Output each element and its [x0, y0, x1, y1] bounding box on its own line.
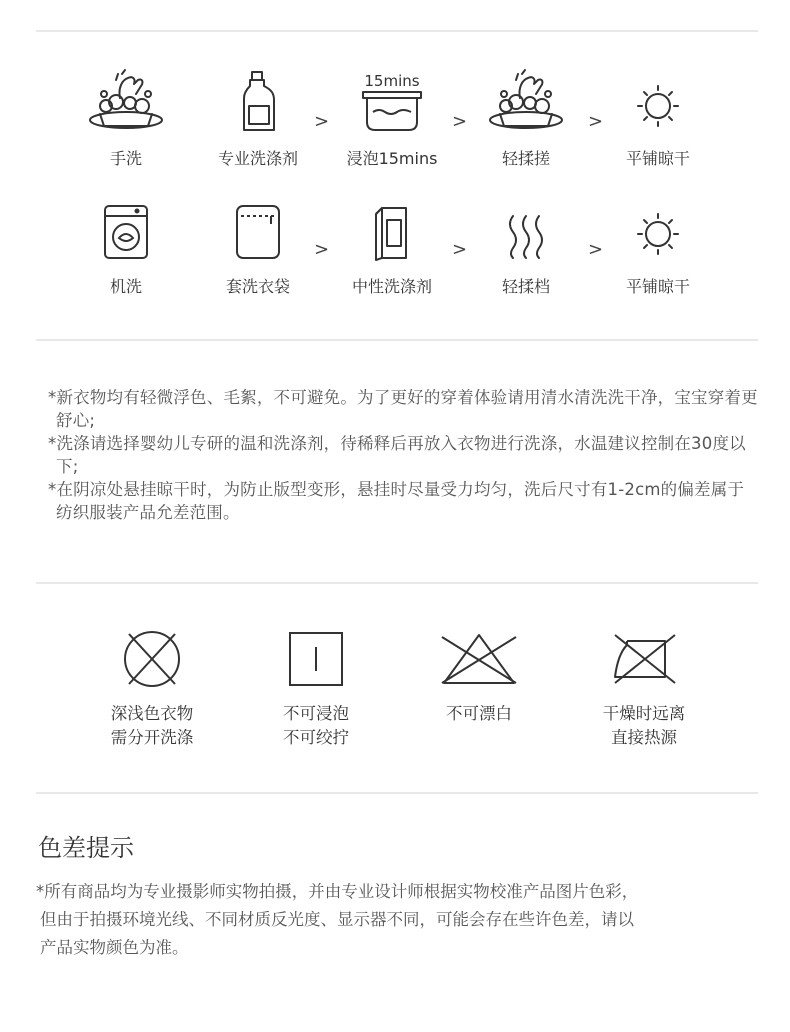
step-label: 平铺晾干 — [625, 277, 690, 296]
symbol-label-line: 需分开洗涤 — [110, 728, 194, 747]
step-label: 中性洗涤剂 — [351, 277, 432, 296]
step-arrow: > — [452, 239, 468, 260]
step-rub — [466, 66, 586, 169]
symbol-label-line: 不可浸泡 — [283, 704, 349, 723]
soak-container-icon — [332, 66, 452, 134]
symbol-label — [404, 702, 554, 726]
step-soak — [332, 66, 452, 169]
neutral-detergent-icon — [332, 194, 452, 262]
step-neutral-detergent — [332, 194, 452, 297]
step-arrow: > — [314, 111, 330, 132]
color-tip-line: 产品实物颜色为准。 — [40, 938, 189, 957]
step-label: 轻揉搓 — [501, 149, 550, 168]
symbol-no-bleach — [404, 628, 554, 726]
step-gentle-cycle — [466, 194, 586, 297]
laundry-bag-icon — [198, 194, 318, 262]
step-label: 手洗 — [109, 149, 142, 168]
symbol-no-mixed-wash — [77, 628, 227, 750]
care-notes — [48, 386, 758, 524]
no-mixed-wash-icon — [77, 628, 227, 690]
care-note: *新衣物均有轻微浮色、毛絮，不可避免。为了更好的穿着体验请用清水清洗洗干净，宝宝穿着更舒心; — [48, 388, 758, 430]
symbol-no-soak-wring — [241, 628, 391, 750]
color-tip-text — [36, 878, 756, 962]
symbol-label — [241, 702, 391, 750]
step-machine-wash — [66, 194, 186, 297]
notes-divider — [36, 582, 758, 584]
symbol-label-line: 不可漂白 — [446, 704, 512, 723]
care-note: *在阴凉处悬挂晾干时，为防止版型变形，悬挂时尽量受力均匀，洗后尺寸有1-2cm的偏差属于纺织服装产品允差范围。 — [48, 480, 745, 522]
steps-divider — [36, 339, 758, 341]
step-label: 专业洗涤剂 — [217, 149, 298, 168]
step-label: 套洗衣袋 — [225, 277, 290, 296]
step-arrow: > — [588, 239, 604, 260]
care-note: *洗涤请选择婴幼儿专研的温和洗涤剂，待稀释后再放入衣物进行洗涤，水温建议控制在30度以下; — [48, 434, 746, 476]
top-divider — [36, 30, 758, 32]
step-laundry-bag — [198, 194, 318, 297]
symbols-divider — [36, 792, 758, 794]
color-tip-line: 但由于拍摄环境光线、不同材质反光度、显示器不同，可能会存在些许色差，请以 — [40, 910, 634, 929]
no-heat-dry-icon — [569, 628, 719, 690]
step-arrow: > — [452, 111, 468, 132]
sun-icon — [598, 194, 718, 262]
no-bleach-icon — [404, 628, 554, 690]
detergent-bottle-icon — [198, 66, 318, 134]
step-label: 轻揉档 — [501, 277, 550, 296]
color-tip-title: 色差提示 — [38, 834, 134, 862]
symbol-label-line: 深浅色衣物 — [110, 704, 194, 723]
washing-machine-icon — [66, 194, 186, 262]
gentle-cycle-steam-icon — [466, 194, 586, 262]
hand-wash-basin-icon — [66, 66, 186, 134]
symbol-label — [569, 702, 719, 750]
step-label: 浸泡15mins — [346, 149, 438, 168]
symbol-label — [77, 702, 227, 750]
step-flat-dry — [598, 66, 718, 169]
symbol-label-line: 直接热源 — [611, 728, 677, 747]
color-tip-line: *所有商品均为专业摄影师实物拍摄，并由专业设计师根据实物校准产品图片色彩， — [36, 882, 639, 901]
step-detergent — [198, 66, 318, 169]
no-soak-wring-icon — [241, 628, 391, 690]
symbol-label-line: 不可绞拧 — [283, 728, 349, 747]
step-label: 平铺晾干 — [625, 149, 690, 168]
sun-icon — [598, 66, 718, 134]
step-arrow: > — [314, 239, 330, 260]
soak-icon-text: 15mins — [364, 72, 420, 90]
hand-rub-basin-icon — [466, 66, 586, 134]
step-label: 机洗 — [109, 277, 142, 296]
symbol-no-heat-dry — [569, 628, 719, 750]
step-flat-dry-2 — [598, 194, 718, 297]
step-arrow: > — [588, 111, 604, 132]
step-hand-wash — [66, 66, 186, 169]
symbol-label-line: 干燥时远离 — [602, 704, 686, 723]
